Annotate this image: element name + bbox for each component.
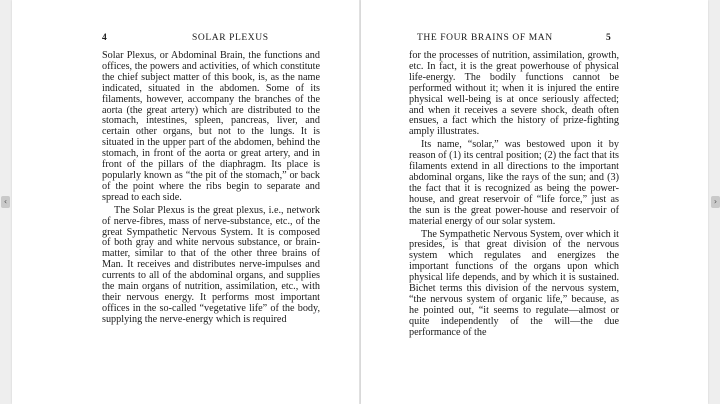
previous-page-button[interactable] [1, 196, 10, 208]
page-body [102, 51, 320, 326]
paragraph: The Sympathetic Nervous System, over which it presides, is that great division of the nervous system which regulates and energizes the important functions of the organs upon which physical life depends, and by which it is sustained. Bichet terms this division of the nervous system, “the nervous system of organic life,” because, as he pointed out, “it seems to regulate—almost or quite independently of the will—the due performance of the [409, 228, 619, 338]
chevron-left-icon: ‹ [3, 197, 8, 206]
page-number: 4 [102, 33, 107, 43]
page-body [409, 51, 619, 339]
paragraph: Its name, “solar,” was bestowed upon it by reason of (1) its central position; (2) the fact that its filaments extend in all directions to the important abdominal organs, like the rays of the sun; and (3) the fact that it is recognized as being the power-house, and great reservoir of “life force,” just as the sun is the great power-house and reservoir of material energy of our solar system. [409, 139, 619, 227]
paragraph: The Solar Plexus is the great plexus, i.e., network of nerve-fibres, mass of nerve-substance, etc., of the great Sympathetic Nervous System. It is composed of both gray and white nervous substance, or brain-matter, similar to that of the other three brains of Man. It receives and distributes nerve-impulses and currents to all of the abdominal organs, and supplies the main organs of nutrition, assimilation, etc., with their nervous energy. It performs most important offices in the so-called “vegetative life” of the body, supplying the nerve-energy which is required [102, 204, 320, 325]
next-page-button[interactable] [711, 196, 720, 208]
chevron-right-icon: › [713, 197, 718, 206]
paragraph: for the processes of nutrition, assimilation, growth, etc. In fact, it is the great powerhouse of physical life-energy. The bodily functions cannot be performed without it; when it is injured the entire physical well-being is at once seriously affected; and when it receives a severe shock, death often ensues, a fact which the history of prize-fighting amply illustrates. [409, 50, 619, 138]
left-page [12, 0, 359, 404]
running-head: SOLAR PLEXUS [192, 33, 269, 43]
running-head: THE FOUR BRAINS OF MAN [417, 33, 553, 43]
paragraph: Solar Plexus, or Abdominal Brain, the functions and offices, the powers and activities, of which constitute the chief subject matter of this book, is, as the name indicated, situated in the abdomen. Some of its filaments, however, accompany the branches of the aorta (the great artery) which are distributed to the stomach, intestines, spleen, pancreas, liver, and certain other organs, but not to the lungs. It is situated in the upper part of the abdomen, behind the stomach, in front of the aorta or great artery, and in front of the pillars of the diaphragm. Its place is popularly known as “the pit of the stomach,” or back of the point where the ribs begin to separate and spread to each side. [102, 50, 320, 203]
right-page [361, 0, 708, 404]
page-number: 5 [606, 33, 611, 43]
